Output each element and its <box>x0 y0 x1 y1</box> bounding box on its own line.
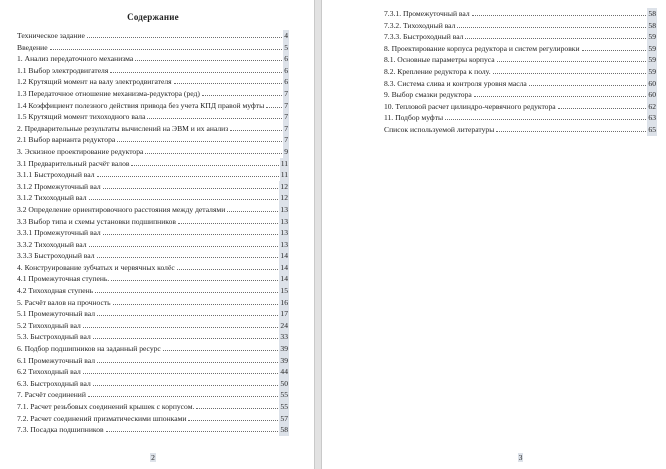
toc-entry[interactable] <box>17 262 289 274</box>
dotted-leader <box>50 48 283 50</box>
toc-entry-title: 6.1 Промежуточный вал <box>17 355 96 365</box>
toc-entry-title: 6.3. Быстроходный вал <box>17 378 91 388</box>
toc-entry[interactable] <box>17 331 289 343</box>
toc-entry[interactable] <box>384 101 657 113</box>
toc-entry-title: 7. Расчёт соединений <box>17 390 86 400</box>
dotted-leader <box>196 407 278 409</box>
dotted-leader <box>465 37 646 39</box>
toc-entry-page-number: 7 <box>284 123 288 133</box>
toc-list-right <box>384 8 657 136</box>
toc-entry-page-number: 7 <box>284 112 288 122</box>
toc-entry[interactable] <box>17 169 289 181</box>
toc-entry[interactable] <box>17 366 289 378</box>
toc-list-left <box>17 30 289 436</box>
dotted-leader <box>174 82 283 84</box>
toc-entry[interactable] <box>17 273 289 285</box>
toc-entry[interactable] <box>17 343 289 355</box>
toc-entry-page-number: 44 <box>280 367 288 377</box>
dotted-leader <box>202 94 282 96</box>
toc-entry-page-number: 24 <box>280 320 288 330</box>
toc-entry-title: 1. Анализ передаточного механизма <box>17 54 134 64</box>
toc-entry-page-number: 13 <box>280 216 288 226</box>
toc-entry-page-number: 14 <box>280 251 288 261</box>
toc-entry-page-number: 6 <box>284 77 288 87</box>
toc-entry-title: 11. Подбор муфты <box>384 113 444 123</box>
toc-entry-title: 8. Проектирование корпуса редуктора и систем регулировки <box>384 43 580 53</box>
dotted-leader <box>89 198 279 200</box>
toc-entry[interactable] <box>17 76 289 88</box>
toc-entry-title: 5.2 Тихоходный вал <box>17 320 81 330</box>
dotted-leader <box>178 222 278 224</box>
toc-entry-title: 8.2. Крепление редуктора к полу. <box>384 66 491 76</box>
dotted-leader <box>110 71 282 73</box>
page-number-left: 2 <box>151 453 155 462</box>
toc-entry[interactable] <box>17 53 289 65</box>
toc-entry-title: 3.2 Определение ориентировочного расстояния между деталями <box>17 204 226 214</box>
toc-entry-page-number: 59 <box>648 43 656 53</box>
toc-entry[interactable] <box>17 378 289 390</box>
toc-entry[interactable] <box>17 424 289 436</box>
toc-entry[interactable] <box>17 30 289 42</box>
dotted-leader <box>83 372 279 374</box>
toc-entry-title: 7.3.2. Тихоходный вал <box>384 20 456 30</box>
dotted-leader <box>582 49 647 51</box>
dotted-leader <box>474 95 647 97</box>
toc-entry-title: Введение <box>17 42 48 52</box>
toc-entry-title: 8.3. Система слива и контроля уровня масла <box>384 78 527 88</box>
toc-entry[interactable] <box>17 227 289 239</box>
toc-entry-page-number: 14 <box>280 262 288 272</box>
dotted-leader <box>97 256 279 258</box>
toc-entry[interactable] <box>17 111 289 123</box>
toc-entry-title: 2. Предварительные результаты вычислений на ЭВМ и их анализ <box>17 123 229 133</box>
toc-entry-page-number: 7 <box>284 100 288 110</box>
toc-entry[interactable] <box>17 285 289 297</box>
toc-entry-page-number: 60 <box>648 78 656 88</box>
dotted-leader <box>117 140 282 142</box>
toc-entry-page-number: 6 <box>284 54 288 64</box>
dotted-leader <box>95 291 278 293</box>
toc-entry-title: 3.1.2 Промежуточный вал <box>17 181 101 191</box>
toc-entry-title: 7.2. Расчет соединений призматическими шпонками <box>17 413 187 423</box>
toc-entry-title: 3.1 Предварительный расчёт валов <box>17 158 130 168</box>
toc-entry[interactable] <box>17 88 289 100</box>
dotted-leader <box>472 14 647 16</box>
toc-entry-title: Техническое задание <box>17 31 85 40</box>
toc-entry[interactable] <box>17 134 289 146</box>
toc-entry[interactable] <box>17 250 289 262</box>
toc-entry-page-number: 9 <box>284 146 288 156</box>
toc-entry-page-number: 12 <box>280 181 288 191</box>
dotted-leader <box>177 268 279 270</box>
toc-entry[interactable] <box>17 65 289 77</box>
toc-entry[interactable] <box>17 100 289 112</box>
toc-entry-title: 1.5 Крутящий момент тихоходного вала <box>17 112 146 122</box>
toc-entry-title: 2.1 Выбор варианта редуктора <box>17 135 116 145</box>
toc-entry[interactable] <box>384 112 657 124</box>
toc-entry[interactable] <box>384 54 657 66</box>
toc-entry-title: 5.1 Промежуточный вал <box>17 309 96 319</box>
toc-entry-page-number: 65 <box>648 124 656 134</box>
toc-entry[interactable] <box>17 297 289 309</box>
toc-entry[interactable] <box>17 42 289 54</box>
toc-entry-page-number: 57 <box>280 413 288 423</box>
toc-entry-page-number: 13 <box>280 228 288 238</box>
toc-entry-title: 3.1.2 Тихоходный вал <box>17 193 87 203</box>
toc-entry-title: 5. Расчёт валов на прочность <box>17 297 111 307</box>
dotted-leader <box>445 118 646 120</box>
dotted-leader <box>497 60 647 62</box>
toc-entry-page-number: 59 <box>648 55 656 65</box>
dotted-leader <box>97 314 278 316</box>
dotted-leader <box>103 233 279 235</box>
toc-entry[interactable] <box>17 204 289 216</box>
toc-entry-page-number: 63 <box>648 113 656 123</box>
dotted-leader <box>529 84 647 86</box>
page-number-footer-right <box>384 453 657 462</box>
toc-entry-page-number: 55 <box>280 390 288 400</box>
toc-entry-page-number: 16 <box>280 297 288 307</box>
toc-entry-title: 7.3.1. Промежуточный вал <box>384 9 470 18</box>
toc-entry-page-number: 5 <box>284 42 288 52</box>
dotted-leader <box>97 175 279 177</box>
toc-entry[interactable] <box>17 181 289 193</box>
toc-entry-page-number: 12 <box>280 193 288 203</box>
page-number-footer-left <box>17 453 289 462</box>
toc-entry[interactable] <box>384 89 657 101</box>
toc-entry-page-number: 50 <box>280 378 288 388</box>
dotted-leader <box>230 129 282 131</box>
dotted-leader <box>93 384 279 386</box>
toc-entry-title: 4.1 Промежуточная ступень. <box>17 274 110 284</box>
toc-entry-title: 9. Выбор смазки редуктора <box>384 90 472 100</box>
toc-entry-page-number: 33 <box>280 332 288 342</box>
toc-entry[interactable] <box>17 123 289 135</box>
toc-entry-title: 7.3.3. Быстроходный вал <box>384 32 464 42</box>
toc-entry-page-number: 7 <box>284 135 288 145</box>
toc-entry-title: 3.1.1 Быстроходный вал <box>17 170 95 180</box>
toc-entry-page-number: 62 <box>648 101 656 111</box>
toc-entry-page-number: 58 <box>280 425 288 435</box>
toc-entry-page-number: 60 <box>648 90 656 100</box>
toc-entry-page-number: 17 <box>280 309 288 319</box>
dotted-leader <box>88 395 279 397</box>
toc-entry[interactable] <box>384 43 657 55</box>
toc-entry-title: Список используемой литературы <box>384 124 495 134</box>
toc-entry-title: 1.4 Коэффициент полезного действия привода без учета КПД правой муфты <box>17 100 265 110</box>
toc-entry[interactable] <box>384 78 657 90</box>
toc-entry-page-number: 13 <box>280 204 288 214</box>
dotted-leader <box>103 187 279 189</box>
dotted-leader <box>147 117 282 119</box>
dotted-leader <box>93 337 279 339</box>
toc-entry-title: 1.2 Крутящий момент на валу электродвигателя <box>17 77 172 87</box>
toc-entry-page-number: 6 <box>284 65 288 75</box>
toc-entry-page-number: 59 <box>648 32 656 42</box>
toc-entry-page-number: 58 <box>648 9 656 18</box>
toc-entry[interactable] <box>17 216 289 228</box>
toc-heading: Содержание <box>127 12 179 22</box>
toc-entry-page-number: 59 <box>648 66 656 76</box>
toc-entry-title: 6. Подбор подшипников на заданный ресурс <box>17 344 161 354</box>
dotted-leader <box>131 164 278 166</box>
dotted-leader <box>493 72 647 74</box>
toc-entry-title: 5.3. Быстроходный вал <box>17 332 91 342</box>
toc-entry-title: 1.3 Передаточное отношение механизма-редуктора (ред) <box>17 88 200 98</box>
toc-entry-page-number: 4 <box>284 31 288 40</box>
toc-entry-title: 6.2 Тихоходный вал <box>17 367 81 377</box>
dotted-leader <box>188 419 278 421</box>
dotted-leader <box>111 279 278 281</box>
dotted-leader <box>113 303 279 305</box>
document-page-right <box>321 0 666 469</box>
toc-entry-title: 4. Конструирование зубчатых и червячных колёс <box>17 262 175 272</box>
dotted-leader <box>266 106 282 108</box>
dotted-leader <box>457 26 646 28</box>
dotted-leader <box>145 152 282 154</box>
toc-entry[interactable] <box>17 146 289 158</box>
toc-entry[interactable] <box>17 192 289 204</box>
toc-entry[interactable] <box>17 413 289 425</box>
toc-entry-title: 10. Тепловой расчет цилиндро-червячного редуктора <box>384 101 556 111</box>
toc-entry-title: 8.1. Основные параметры корпуса <box>384 55 495 65</box>
dotted-leader <box>558 107 647 109</box>
document-page-left <box>0 0 315 469</box>
toc-entry[interactable] <box>17 355 289 367</box>
toc-entry[interactable] <box>17 308 289 320</box>
toc-entry-page-number: 14 <box>280 274 288 284</box>
toc-entry[interactable] <box>384 20 657 32</box>
toc-entry-page-number: 55 <box>280 402 288 411</box>
toc-entry-title: 3. Эскизное проектирование редуктора <box>17 146 144 156</box>
dotted-leader <box>163 349 279 351</box>
toc-entry[interactable] <box>17 239 289 251</box>
toc-entry-title: 3.3.2 Тихоходный вал <box>17 239 87 249</box>
toc-entry-page-number: 39 <box>280 355 288 365</box>
toc-entry-page-number: 13 <box>280 239 288 249</box>
dotted-leader <box>135 59 282 61</box>
dotted-leader <box>496 130 646 132</box>
toc-entry[interactable] <box>384 8 657 20</box>
toc-entry[interactable] <box>17 320 289 332</box>
toc-entry-page-number: 39 <box>280 344 288 354</box>
toc-entry-title: 3.3.1 Промежуточный вал <box>17 228 101 238</box>
toc-entry[interactable] <box>17 389 289 401</box>
toc-entry-page-number: 11 <box>280 158 288 168</box>
toc-entry-page-number: 58 <box>648 20 656 30</box>
dotted-leader <box>83 326 279 328</box>
page-number-right: 3 <box>518 453 523 462</box>
toc-entry[interactable] <box>384 66 657 78</box>
dotted-leader <box>87 36 282 38</box>
toc-entry-title: 1.1 Выбор электродвигателя <box>17 65 109 75</box>
toc-entry[interactable] <box>384 31 657 43</box>
dotted-leader <box>89 245 279 247</box>
dotted-leader <box>97 361 278 363</box>
toc-entry-title: 4.2 Тихоходная ступень <box>17 286 94 296</box>
toc-entry-page-number: 7 <box>284 88 288 98</box>
toc-entry-title: 3.3.3 Быстроходный вал <box>17 251 95 261</box>
toc-entry-page-number: 11 <box>280 170 288 180</box>
dotted-leader <box>227 210 278 212</box>
toc-entry-title: 7.1. Расчет резьбовых соединений крышек с корпусом. <box>17 402 195 411</box>
toc-entry[interactable] <box>17 401 289 413</box>
toc-entry[interactable] <box>384 124 657 136</box>
dotted-leader <box>106 430 279 432</box>
toc-entry-title: 3.3 Выбор типа и схемы установки подшипников <box>17 216 176 226</box>
toc-entry-page-number: 15 <box>280 286 288 296</box>
toc-entry[interactable] <box>17 158 289 170</box>
toc-entry-title: 7.3. Посадка подшипников <box>17 425 104 435</box>
